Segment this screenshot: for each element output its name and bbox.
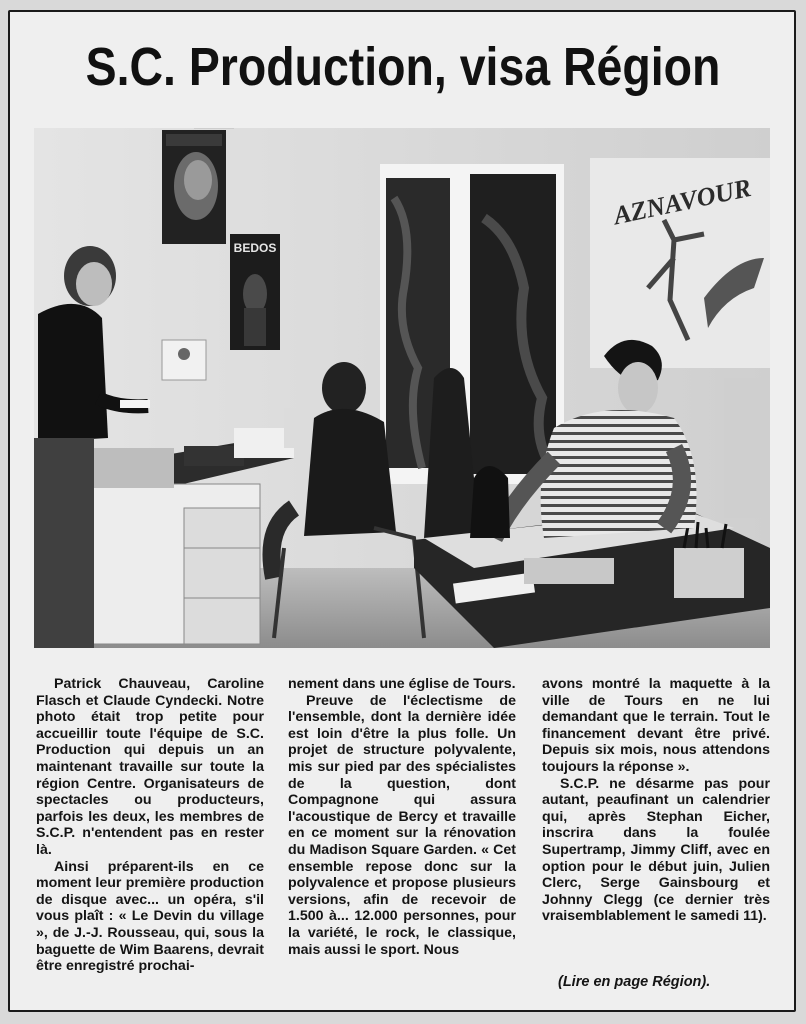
headline: S.C. Production, visa Région [85, 37, 721, 97]
article-paragraph: nement dans une église de Tours. [288, 676, 516, 692]
article-paragraph: Patrick Chauveau, Caroline Flasch et Claude Cyndecki. Notre photo était trop petite pour accueillir toute l'équipe de S.C. Production qui depuis un an maintenant travaille sur toute la région Centre. Organisateurs de spectacles ou producteurs, parfois les deux, les membres de S.C.P. n'entendent pas en rester là. [36, 676, 264, 858]
article-paragraph: Preuve de l'éclectisme de l'ensemble, dont la dernière idée est loin d'être la plus folle. Un projet de structure polyvalente, mis sur pied par des spécialistes de la question, dont Compagnone qui assura l'acoustique de Bercy et travaille en ce moment sur la rénovation du Madison Square Garden. « Cet ensemble repose donc sur la polyvalence et propose plusieurs versions, afin de recevoir de 1.500 à... 12.000 personnes, pour la variété, le rock, le classique, mais aussi le sport. Nous [288, 692, 516, 958]
see-also-note: (Lire en page Région). [558, 974, 711, 990]
poster-portrait [162, 130, 226, 244]
poster-bedos [230, 234, 280, 350]
article-column-1 [36, 676, 264, 975]
article-photo [34, 128, 770, 648]
article-column-2 [288, 676, 516, 958]
article-paragraph: avons montré la maquette à la ville de Tours en ne lui demandant que le terrain. Tout le financement devant être privé. Depuis six mois, nous attendons toujours la réponse ». [542, 676, 770, 775]
poster-aznavour-text: AZNAVOUR [610, 172, 754, 231]
article-paragraph: Ainsi préparent-ils en ce moment leur première production de disque avec... un opéra, s'il vous plaît : « Le Devin du village », de J.-J. Rousseau, qui, sous la baguette de Wim Baarens, devrait être enregistré prochai- [36, 858, 264, 975]
bleed-through-text [0, 0, 806, 10]
poster-bedos-text: BEDOS [233, 241, 277, 255]
article-paragraph: S.C.P. ne désarme pas pour autant, peaufinant un calendrier qui, après Stephan Eicher, inscrira dans la foulée Supertramp, Jimmy Cliff, avec en option pour le début juin, Julien Clerc, Serge Gainsbourg et Johnny Clegg (ce dernier très vraisemblablement le samedi 11). [542, 775, 770, 925]
poster-aznavour [590, 158, 770, 368]
article-column-3 [542, 676, 770, 925]
